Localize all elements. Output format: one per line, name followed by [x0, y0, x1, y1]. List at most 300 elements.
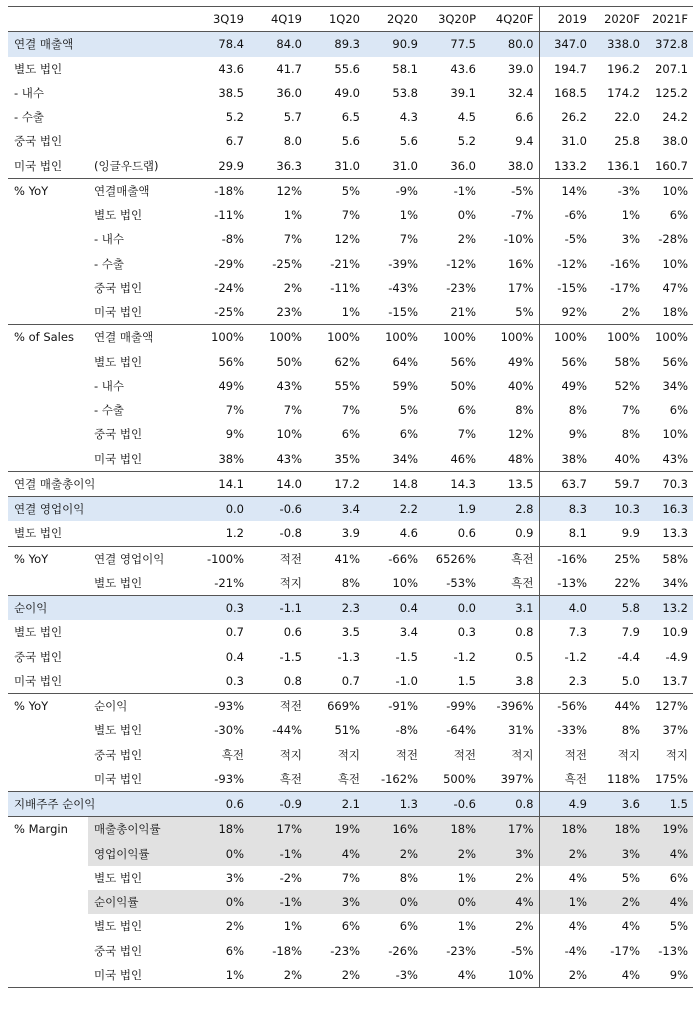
value-cell: -16% — [610, 256, 640, 271]
value-cell: 3% — [621, 232, 640, 247]
value-cell: 10% — [662, 256, 688, 271]
row-yoy-separate — [8, 203, 693, 227]
value-cell: 적지 — [511, 747, 534, 762]
value-cell: 100% — [365, 325, 423, 350]
value-cell: 1.5 — [457, 673, 476, 688]
row-sales-pct-export — [8, 398, 693, 422]
value-cell: 8% — [515, 403, 534, 418]
value-cell: 3.4 — [399, 625, 418, 640]
value-cell: 16% — [507, 256, 534, 271]
row-label-primary: - 수출 — [14, 110, 45, 125]
row-operating-profit — [8, 497, 693, 522]
row-label-primary: 지배주주 순이익 — [8, 792, 191, 817]
row-label-primary: - 내수 — [14, 85, 45, 100]
value-cell: 0.3 — [191, 596, 249, 621]
value-cell: 10% — [662, 427, 688, 442]
row-ni-us — [8, 669, 693, 694]
row-consolidated-sales — [8, 32, 693, 57]
header-2q20: 2Q20 — [365, 7, 423, 32]
value-cell: 43% — [276, 378, 302, 393]
value-cell: -99% — [423, 694, 481, 719]
header-4q20f: 4Q20F — [481, 7, 539, 32]
value-cell: 7.3 — [539, 620, 592, 644]
value-cell: 흑전 — [539, 767, 592, 792]
value-cell: 13.2 — [645, 596, 693, 621]
value-cell: -6% — [539, 203, 592, 227]
value-cell: 49% — [507, 354, 534, 369]
value-cell: 적지 — [665, 747, 688, 762]
value-cell: 23% — [276, 305, 302, 320]
value-cell: 100% — [539, 325, 592, 350]
row-label-primary — [8, 252, 88, 276]
value-cell: 적전 — [395, 747, 418, 762]
value-cell: 500% — [443, 771, 476, 786]
value-cell: 31.0 — [334, 158, 360, 173]
value-cell: 32.4 — [507, 85, 534, 100]
row-export — [8, 105, 693, 129]
row-label-secondary: 별도 법인 — [94, 723, 143, 738]
value-cell: 2.1 — [307, 792, 365, 817]
value-cell: 58% — [645, 546, 693, 571]
value-cell: 18% — [592, 817, 645, 842]
value-cell: 4% — [592, 963, 645, 988]
value-cell: -396% — [481, 694, 539, 719]
value-cell: 12% — [334, 232, 360, 247]
value-cell: -1.2 — [539, 645, 592, 669]
value-cell: -16% — [539, 546, 592, 571]
row-label-primary — [8, 300, 88, 325]
value-cell: 38% — [539, 447, 592, 472]
value-cell: 8% — [621, 723, 640, 738]
row-label-primary — [8, 718, 88, 742]
value-cell: -1.2 — [453, 649, 476, 664]
value-cell: 17% — [249, 817, 307, 842]
value-cell: 0.8 — [481, 792, 539, 817]
value-cell: -162% — [380, 771, 418, 786]
value-cell: 8% — [399, 870, 418, 885]
value-cell: 0.5 — [515, 649, 534, 664]
row-label-primary — [8, 939, 88, 963]
value-cell: 2% — [283, 280, 302, 295]
row-label-primary: 연결 매출총이익 — [8, 471, 191, 496]
value-cell: 59% — [392, 378, 418, 393]
value-cell: 41% — [307, 546, 365, 571]
value-cell: 160.7 — [655, 158, 688, 173]
value-cell: 1% — [341, 305, 360, 320]
value-cell: 10.3 — [592, 497, 645, 522]
value-cell: 1.2 — [225, 526, 244, 541]
value-cell: 0.0 — [423, 596, 481, 621]
value-cell: -9% — [365, 178, 423, 203]
value-cell: 56% — [218, 354, 244, 369]
row-label-secondary: 별도 법인 — [94, 575, 143, 590]
value-cell: -3% — [365, 963, 423, 988]
value-cell: 49.0 — [334, 85, 360, 100]
value-cell: -25% — [214, 305, 244, 320]
value-cell: 49% — [218, 378, 244, 393]
value-cell: 669% — [307, 694, 365, 719]
row-ni-china — [8, 645, 693, 669]
value-cell: -13% — [658, 943, 688, 958]
value-cell: 174.2 — [607, 85, 640, 100]
value-cell: -100% — [191, 546, 249, 571]
value-cell: 0.8 — [283, 673, 302, 688]
value-cell: 6% — [669, 208, 688, 223]
row-label-primary — [8, 398, 88, 422]
value-cell: 51% — [334, 723, 360, 738]
value-cell: 5.2 — [457, 134, 476, 149]
value-cell: 9.4 — [515, 134, 534, 149]
row-label-primary: % Margin — [8, 817, 88, 842]
row-separate-entity — [8, 57, 693, 81]
value-cell: 2% — [307, 963, 365, 988]
value-cell: 7% — [621, 403, 640, 418]
value-cell: 2.8 — [481, 497, 539, 522]
value-cell: 5% — [399, 403, 418, 418]
value-cell: 4% — [307, 842, 365, 866]
value-cell: 10% — [481, 963, 539, 988]
row-label-secondary: 별도 법인 — [94, 919, 143, 934]
value-cell: 26.2 — [539, 105, 592, 129]
row-sales-pct-domestic — [8, 374, 693, 398]
value-cell: 1.3 — [365, 792, 423, 817]
row-net-income — [8, 596, 693, 621]
value-cell: -23% — [446, 943, 476, 958]
value-cell: -23% — [446, 280, 476, 295]
row-label-primary: 중국 법인 — [14, 649, 63, 664]
row-label-secondary: 연결매출액 — [88, 178, 191, 203]
value-cell: -43% — [388, 280, 418, 295]
value-cell: 194.7 — [539, 57, 592, 81]
value-cell: 56% — [450, 354, 476, 369]
value-cell: 6% — [399, 919, 418, 934]
value-cell: 적지 — [279, 747, 302, 762]
value-cell: 34% — [392, 451, 418, 466]
value-cell: 16% — [365, 817, 423, 842]
value-cell: 347.0 — [539, 32, 592, 57]
value-cell: 21% — [450, 305, 476, 320]
value-cell: -44% — [272, 723, 302, 738]
value-cell: -26% — [388, 943, 418, 958]
value-cell: 14.1 — [191, 471, 249, 496]
row-sales-pct-china — [8, 422, 693, 446]
row-label-primary — [8, 914, 88, 938]
value-cell: 2% — [515, 919, 534, 934]
value-cell: 100% — [307, 325, 365, 350]
header-3q19: 3Q19 — [191, 7, 249, 32]
value-cell: -66% — [365, 546, 423, 571]
value-cell: 8.1 — [539, 521, 592, 546]
value-cell: -1% — [249, 842, 307, 866]
value-cell: 6% — [669, 870, 688, 885]
value-cell: 0.3 — [225, 673, 244, 688]
value-cell: 372.8 — [645, 32, 693, 57]
value-cell: 14.3 — [423, 471, 481, 496]
value-cell: 5.7 — [283, 110, 302, 125]
row-label-secondary: 매출총이익률 — [88, 817, 191, 842]
value-cell: 8.0 — [283, 134, 302, 149]
value-cell: 4.9 — [539, 792, 592, 817]
value-cell: 125.2 — [655, 85, 688, 100]
value-cell: 8.3 — [539, 497, 592, 522]
value-cell: 39.1 — [450, 85, 476, 100]
value-cell: 62% — [334, 354, 360, 369]
row-ni-yoy-china — [8, 743, 693, 767]
row-label-primary — [8, 842, 88, 866]
value-cell: -1.5 — [279, 649, 302, 664]
value-cell: -5% — [481, 178, 539, 203]
row-margin-op-separate — [8, 866, 693, 890]
row-margin-net-us — [8, 963, 693, 988]
row-label-secondary: 미국 법인 — [94, 771, 143, 786]
value-cell: 5% — [307, 178, 365, 203]
value-cell: 84.0 — [249, 32, 307, 57]
value-cell: 53.8 — [392, 85, 418, 100]
table-body — [8, 32, 693, 988]
row-label-secondary: 영업이익률 — [88, 842, 191, 866]
row-label-primary — [8, 276, 88, 300]
value-cell: 38.0 — [507, 158, 534, 173]
value-cell: 5.2 — [225, 110, 244, 125]
value-cell: 2% — [539, 963, 592, 988]
value-cell: 0.8 — [515, 625, 534, 640]
value-cell: 56% — [539, 350, 592, 374]
value-cell: 8% — [621, 427, 640, 442]
value-cell: 4.0 — [539, 596, 592, 621]
value-cell: 7% — [341, 208, 360, 223]
row-yoy-export — [8, 252, 693, 276]
value-cell: 12% — [249, 178, 307, 203]
value-cell: 9% — [225, 427, 244, 442]
value-cell: 38% — [218, 451, 244, 466]
value-cell: -39% — [388, 256, 418, 271]
value-cell: -29% — [214, 256, 244, 271]
value-cell: 90.9 — [365, 32, 423, 57]
value-cell: 0.7 — [341, 673, 360, 688]
row-margin-net-separate — [8, 914, 693, 938]
value-cell: -0.6 — [423, 792, 481, 817]
value-cell: 적전 — [249, 546, 307, 571]
value-cell: -28% — [658, 232, 688, 247]
value-cell: 흑전 — [221, 747, 244, 762]
value-cell: -15% — [388, 305, 418, 320]
value-cell: 2% — [225, 919, 244, 934]
row-label-primary: % YoY — [8, 546, 88, 571]
row-label-primary: % YoY — [8, 178, 88, 203]
row-label-secondary: 연결 매출액 — [88, 325, 191, 350]
row-china-entity — [8, 129, 693, 153]
value-cell: 52% — [614, 378, 640, 393]
value-cell: 4% — [539, 866, 592, 890]
row-label-secondary: 순이익률 — [88, 890, 191, 914]
value-cell: 3.4 — [307, 497, 365, 522]
value-cell: -93% — [214, 771, 244, 786]
value-cell: 2.3 — [307, 596, 365, 621]
row-label-primary: 연결 영업이익 — [8, 497, 191, 522]
value-cell: 136.1 — [607, 158, 640, 173]
header-row — [8, 7, 693, 32]
row-label-primary — [8, 422, 88, 446]
value-cell: -10% — [503, 232, 534, 247]
value-cell: 44% — [592, 694, 645, 719]
row-label-primary — [8, 890, 88, 914]
value-cell: 3% — [592, 842, 645, 866]
value-cell: -21% — [330, 256, 360, 271]
financial-table-container — [8, 6, 688, 988]
value-cell: 6% — [341, 427, 360, 442]
value-cell: 7% — [225, 403, 244, 418]
value-cell: 7% — [283, 403, 302, 418]
value-cell: -0.9 — [249, 792, 307, 817]
row-sales-pct-us — [8, 447, 693, 472]
value-cell: 46% — [450, 451, 476, 466]
value-cell: 63.7 — [539, 471, 592, 496]
row-label-primary: 연결 매출액 — [8, 32, 191, 57]
row-label-primary — [8, 963, 88, 988]
row-label-secondary: (잉글우드랩) — [94, 158, 159, 173]
value-cell: 0.7 — [225, 625, 244, 640]
value-cell: 35% — [334, 451, 360, 466]
value-cell: -18% — [272, 943, 302, 958]
value-cell: 12% — [507, 427, 534, 442]
value-cell: 118% — [607, 771, 640, 786]
row-label-secondary: 미국 법인 — [94, 451, 143, 466]
value-cell: 41.7 — [276, 61, 302, 76]
value-cell: 25.8 — [614, 134, 640, 149]
header-cell — [8, 7, 88, 32]
row-sales-pct-separate — [8, 350, 693, 374]
value-cell: 5.6 — [399, 134, 418, 149]
value-cell: 47% — [662, 280, 688, 295]
value-cell: 10% — [276, 427, 302, 442]
value-cell: 흑전 — [279, 771, 302, 786]
value-cell: 3.1 — [481, 596, 539, 621]
value-cell: -8% — [395, 723, 418, 738]
value-cell: 0.6 — [191, 792, 249, 817]
value-cell: 3% — [225, 870, 244, 885]
value-cell: 7% — [399, 232, 418, 247]
value-cell: 13.7 — [662, 673, 688, 688]
value-cell: 19% — [307, 817, 365, 842]
value-cell: 8% — [341, 575, 360, 590]
value-cell: 397% — [500, 771, 534, 786]
value-cell: -17% — [610, 943, 640, 958]
value-cell: 34% — [662, 378, 688, 393]
value-cell: -0.6 — [249, 497, 307, 522]
value-cell: -21% — [214, 575, 244, 590]
value-cell: -2% — [279, 870, 302, 885]
value-cell: 1% — [283, 919, 302, 934]
value-cell: 0.0 — [191, 497, 249, 522]
value-cell: 92% — [539, 300, 592, 325]
value-cell: 7% — [283, 232, 302, 247]
row-ni-yoy — [8, 694, 693, 719]
value-cell: 6% — [341, 919, 360, 934]
value-cell: 흑전 — [511, 575, 534, 590]
value-cell: 22% — [614, 575, 640, 590]
value-cell: 9% — [539, 422, 592, 446]
value-cell: 80.0 — [481, 32, 539, 57]
row-label-primary — [8, 866, 88, 890]
value-cell: 0.4 — [365, 596, 423, 621]
value-cell: 31.0 — [539, 129, 592, 153]
value-cell: 10.9 — [662, 625, 688, 640]
row-label-secondary: - 내수 — [94, 232, 125, 247]
value-cell: 5% — [621, 870, 640, 885]
value-cell: 31.0 — [392, 158, 418, 173]
header-4q19: 4Q19 — [249, 7, 307, 32]
row-label-primary — [8, 350, 88, 374]
value-cell: 4% — [645, 890, 693, 914]
row-op-yoy-consolidated — [8, 546, 693, 571]
value-cell: 58.1 — [392, 61, 418, 76]
value-cell: 3.5 — [341, 625, 360, 640]
value-cell: 4.3 — [399, 110, 418, 125]
header-2021f: 2021F — [645, 7, 693, 32]
value-cell: 31% — [507, 723, 534, 738]
value-cell: -1% — [423, 178, 481, 203]
value-cell: 338.0 — [592, 32, 645, 57]
header-1q20: 1Q20 — [307, 7, 365, 32]
row-margin-net-china — [8, 939, 693, 963]
row-label-secondary: 중국 법인 — [94, 943, 143, 958]
value-cell: 1% — [621, 208, 640, 223]
row-label-primary: 미국 법인 — [14, 673, 63, 688]
value-cell: -24% — [214, 280, 244, 295]
row-label-primary — [8, 571, 88, 596]
row-ni-yoy-separate — [8, 718, 693, 742]
row-label-secondary: - 내수 — [94, 378, 125, 393]
value-cell: 0% — [191, 890, 249, 914]
value-cell: 2.3 — [539, 669, 592, 694]
value-cell: 43% — [276, 451, 302, 466]
value-cell: 2% — [515, 870, 534, 885]
value-cell: 흑전 — [481, 546, 539, 571]
value-cell: 0% — [365, 890, 423, 914]
row-label-secondary: 미국 법인 — [94, 305, 143, 320]
value-cell: 2% — [365, 842, 423, 866]
value-cell: 133.2 — [539, 154, 592, 179]
value-cell: 13.3 — [662, 526, 688, 541]
row-yoy-domestic — [8, 227, 693, 251]
row-label-primary — [8, 743, 88, 767]
row-label-secondary: 중국 법인 — [94, 747, 143, 762]
row-yoy-china — [8, 276, 693, 300]
value-cell: 17% — [507, 280, 534, 295]
financial-table — [8, 6, 693, 988]
row-label-primary: 별도 법인 — [14, 625, 63, 640]
value-cell: 7.9 — [621, 625, 640, 640]
value-cell: -1.5 — [395, 649, 418, 664]
value-cell: -12% — [446, 256, 476, 271]
value-cell: 2.2 — [365, 497, 423, 522]
row-label-primary — [8, 374, 88, 398]
value-cell: 1% — [399, 208, 418, 223]
value-cell: 18% — [191, 817, 249, 842]
row-label-secondary: 연결 영업이익 — [88, 546, 191, 571]
row-controlling-ni — [8, 792, 693, 817]
value-cell: -1.3 — [337, 649, 360, 664]
row-label-primary: 미국 법인 — [14, 158, 63, 173]
value-cell: 4.5 — [457, 110, 476, 125]
value-cell: 77.5 — [423, 32, 481, 57]
value-cell: 16.3 — [645, 497, 693, 522]
value-cell: -4.4 — [617, 649, 640, 664]
row-label-secondary: 중국 법인 — [94, 280, 143, 295]
value-cell: 4.6 — [399, 526, 418, 541]
value-cell: 34% — [662, 575, 688, 590]
value-cell: 43.6 — [450, 61, 476, 76]
